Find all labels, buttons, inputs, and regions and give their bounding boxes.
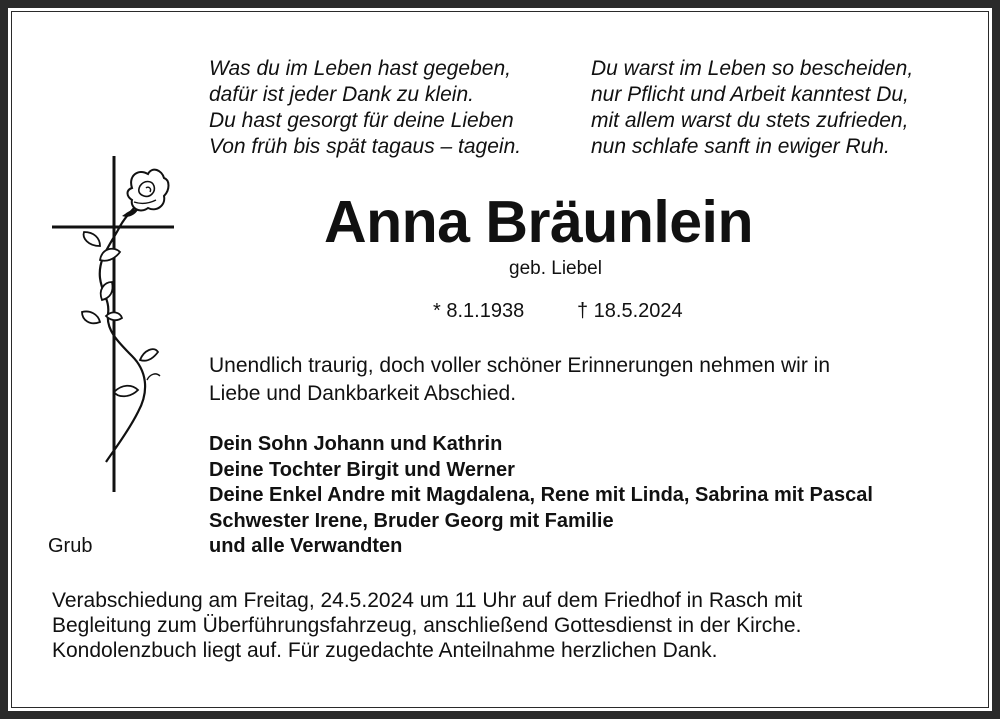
funeral-line: Begleitung zum Überführungsfahrzeug, anschließend Gottesdienst in der Kirche. <box>52 614 802 637</box>
poem-right <box>591 56 913 160</box>
poem-left <box>209 56 521 160</box>
poem-line: mit allem warst du stets zufrieden, <box>591 109 909 132</box>
mourners-list <box>209 432 873 560</box>
mourner-line: Deine Enkel Andre mit Magdalena, Rene mit Linda, Sabrina mit Pascal <box>209 484 873 506</box>
death-date: † 18.5.2024 <box>577 300 683 322</box>
farewell-line: Unendlich traurig, doch voller schöner Erinnerungen nehmen wir in <box>209 354 831 377</box>
poem-line: nur Pflicht und Arbeit kanntest Du, <box>591 83 909 106</box>
mourner-line: Dein Sohn Johann und Kathrin <box>209 433 503 455</box>
poem-line: nun schlafe sanft in ewiger Ruh. <box>591 135 890 158</box>
funeral-line: Verabschiedung am Freitag, 24.5.2024 um 11 Uhr auf dem Friedhof in Rasch mit <box>52 589 803 612</box>
maiden-name: geb. Liebel <box>509 258 602 279</box>
farewell-text <box>209 352 830 408</box>
mourner-line: Schwester Irene, Bruder Georg mit Familie <box>209 509 614 532</box>
funeral-info <box>52 588 802 663</box>
poem-line: Du hast gesorgt für deine Lieben <box>209 109 514 132</box>
farewell-line: Liebe und Dankbarkeit Abschied. <box>209 382 517 405</box>
birth-date: * 8.1.1938 <box>433 300 525 322</box>
poem-line: Was du im Leben hast gegeben, <box>209 57 511 80</box>
poem-line: Von früh bis spät tagaus – tagein. <box>209 135 522 158</box>
mourner-line: und alle Verwandten <box>209 535 403 557</box>
place-name: Grub <box>48 535 93 557</box>
mourner-line: Deine Tochter Birgit und Werner <box>209 458 515 481</box>
poem-line: dafür ist jeder Dank zu klein. <box>209 83 474 106</box>
poem-line: Du warst im Leben so bescheiden, <box>591 57 914 80</box>
funeral-line: Kondolenzbuch liegt auf. Für zugedachte Anteilnahme herzlichen Dank. <box>52 639 718 662</box>
cross-rose-icon <box>48 150 178 495</box>
deceased-name: Anna Bräunlein <box>324 189 753 255</box>
